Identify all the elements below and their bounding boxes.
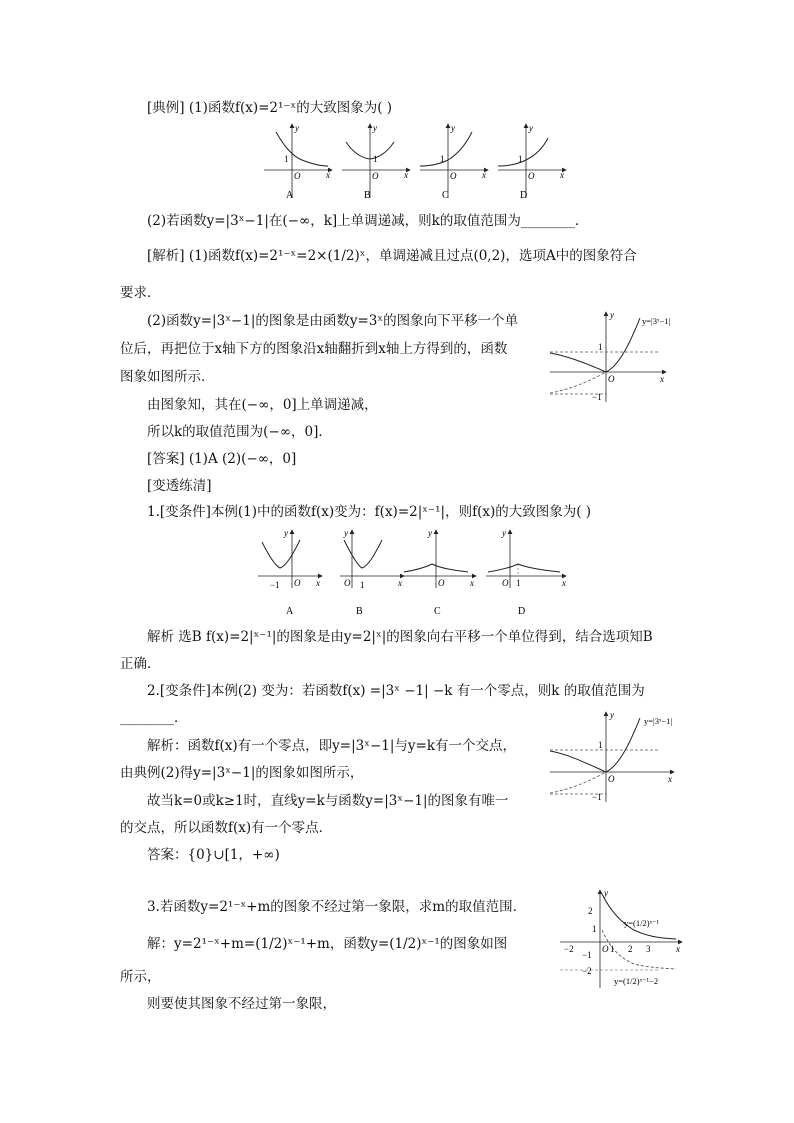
svg-text:1: 1	[440, 154, 445, 164]
svg-text:x: x	[470, 578, 474, 588]
practice-q2-analysis-1: 解析：函数f(x)有一个零点，即y=|3ˣ−1|与y=k有一个交点，	[147, 738, 517, 754]
practice-q2-line-2: ________．	[120, 710, 188, 726]
svg-text:x: x	[404, 170, 408, 180]
svg-text:1: 1	[598, 740, 603, 750]
option-d-label-2: D	[518, 606, 526, 617]
svg-text:y: y	[373, 123, 377, 133]
svg-text:2: 2	[628, 944, 633, 954]
option-a-graph	[264, 123, 332, 198]
option-a-graph-2	[258, 528, 322, 590]
practice-q1-analysis-2: 正确．	[120, 656, 161, 672]
option-c-graph-2	[402, 528, 476, 588]
svg-text:y: y	[295, 123, 299, 133]
practice-q3-solution-2: 所示，	[120, 969, 161, 985]
svg-text:O: O	[502, 578, 509, 588]
svg-text:O: O	[528, 171, 535, 181]
option-d-graph-2	[486, 528, 566, 588]
svg-text:−1: −1	[582, 950, 592, 960]
analysis-line-2: 要求．	[120, 285, 161, 301]
option-b-label: B	[364, 190, 371, 201]
svg-text:O: O	[608, 774, 615, 784]
svg-text:x: x	[562, 578, 566, 588]
practice-q2-line-1: 2.[变条件]本例(2) 变为：若函数f(x) =|3ˣ −1| −k 有一个零点，则k 的取值范围为	[147, 683, 645, 699]
option-b-graph	[342, 123, 410, 198]
option-c-graph	[420, 123, 488, 198]
practice-q2-answer: 答案：{0}∪[1，+∞)	[147, 847, 280, 863]
svg-text:x: x	[316, 578, 320, 588]
answer-line: [答案] (1)A (2)(−∞，0]	[147, 451, 297, 467]
svg-text:O: O	[438, 578, 445, 588]
option-d-label: D	[520, 190, 528, 201]
curve-label-3a: y=(1/2)ˣ⁻¹	[624, 918, 660, 928]
practice-q2-analysis-3: 故当k=0或k≥1时，直线y=k与函数y=|3ˣ−1|的图象有唯一	[147, 793, 509, 809]
svg-text:1: 1	[360, 580, 365, 590]
svg-text:O: O	[294, 171, 301, 181]
analysis-part2-line-3: 图象如图所示．	[120, 369, 215, 385]
curve-label-2: y=|3ˣ−1|	[644, 716, 673, 726]
svg-text:x: x	[560, 170, 564, 180]
options-figure-2-svg	[256, 528, 576, 620]
svg-text:y: y	[344, 528, 348, 538]
svg-text:O: O	[344, 578, 351, 588]
example-heading-line: [典例] (1)函数f(x)=2¹⁻ˣ的大致图象为( )	[147, 100, 393, 116]
svg-text:1: 1	[592, 924, 597, 934]
curve-label-1: y=|3ˣ−1|	[642, 316, 671, 326]
svg-text:1: 1	[598, 342, 603, 352]
svg-text:y: y	[284, 528, 288, 538]
option-a-label-2: A	[286, 606, 294, 617]
abs-exp-graph-2-svg	[548, 708, 688, 804]
svg-text:−1: −1	[592, 792, 602, 802]
practice-q3-line: 3.若函数y=2¹⁻ˣ+m的图象不经过第一象限，求m的取值范围．	[147, 899, 527, 915]
svg-text:1: 1	[284, 154, 289, 164]
analysis-line-1: [解析] (1)函数f(x)=2¹⁻ˣ=2×(1/2)ˣ，单调递减且过点(0,2)，选项A中的图象符合	[147, 248, 637, 264]
practice-q1-analysis-1: 解析 选B f(x)=2|ˣ⁻¹|的图象是由y=2|ˣ|的图象向右平移一个单位得到，结合选项知B	[147, 629, 653, 645]
svg-text:1: 1	[518, 154, 523, 164]
practice-q1-line: 1.[变条件]本例(1)中的函数f(x)变为：f(x)=2|ˣ⁻¹|，则f(x)的大致图象为( )	[147, 504, 592, 520]
practice-q2-analysis-4: 的交点，所以函数f(x)有一个零点．	[120, 820, 333, 836]
analysis-part2-line-2: 位后，再把位于x轴下方的图象沿x轴翻折到x轴上方得到的，函数	[120, 341, 508, 357]
svg-text:x: x	[660, 374, 664, 384]
practice-heading: [变透练清]	[147, 478, 212, 494]
svg-text:y: y	[529, 123, 533, 133]
svg-text:y: y	[610, 310, 614, 320]
svg-text:−2: −2	[564, 944, 574, 954]
svg-text:3: 3	[646, 944, 651, 954]
options-figure-2	[256, 528, 576, 620]
half-power-graph	[558, 886, 688, 990]
option-c-label-2: C	[434, 606, 441, 617]
svg-text:1: 1	[610, 944, 615, 954]
svg-text:−1: −1	[592, 392, 602, 402]
svg-text:x: x	[398, 578, 402, 588]
svg-text:2: 2	[588, 906, 593, 916]
svg-text:O: O	[602, 944, 609, 954]
option-b-label-2: B	[356, 606, 363, 617]
abs-exp-graph-2	[548, 708, 688, 804]
svg-text:O: O	[294, 578, 301, 588]
svg-text:y: y	[604, 888, 608, 898]
svg-text:x: x	[676, 944, 680, 954]
option-b-graph-2	[340, 528, 404, 590]
svg-text:O: O	[372, 171, 379, 181]
practice-q3-solution-1: 解：y=2¹⁻ˣ+m=(1/2)ˣ⁻¹+m，函数y=(1/2)ˣ⁻¹的图象如图	[147, 936, 508, 952]
abs-exp-graph-1	[548, 308, 686, 404]
svg-text:1: 1	[373, 154, 378, 164]
option-a-label: A	[286, 190, 294, 201]
svg-text:y: y	[610, 710, 614, 720]
conclusion-line-1: 由图象知，其在(−∞，0]上单调递减，	[147, 397, 378, 413]
svg-text:−1: −1	[270, 580, 280, 590]
svg-text:x: x	[668, 774, 672, 784]
svg-text:1: 1	[516, 578, 521, 588]
svg-text:y: y	[428, 528, 432, 538]
question-2-line: (2)若函数y=|3ˣ−1|在(−∞，k]上单调递减，则k的取值范围为________．	[147, 213, 589, 229]
conclusion-line-2: 所以k的取值范围为(−∞，0]．	[147, 424, 332, 440]
svg-text:−2: −2	[582, 966, 592, 976]
options-figure-1	[262, 122, 602, 204]
svg-text:x: x	[482, 170, 486, 180]
option-c-label: C	[442, 190, 449, 201]
abs-exp-graph-1-svg	[548, 308, 686, 404]
half-power-graph-svg	[558, 886, 688, 990]
svg-text:y: y	[451, 123, 455, 133]
svg-text:y: y	[502, 528, 506, 538]
svg-text:O: O	[608, 374, 615, 384]
svg-text:O: O	[450, 171, 457, 181]
curve-label-3b: y=(1/2)ˣ⁻¹−2	[614, 976, 659, 986]
practice-q3-solution-3: 则要使其图象不经过第一象限，	[147, 996, 336, 1012]
practice-q2-analysis-2: 由典例(2)得y=|3ˣ−1|的图象如图所示，	[120, 765, 364, 781]
option-d-graph	[498, 123, 566, 198]
analysis-part2-line-1: (2)函数y=|3ˣ−1|的图象是由函数y=3ˣ的图象向下平移一个单	[147, 313, 519, 329]
svg-text:x: x	[326, 170, 330, 180]
options-figure-1-svg	[262, 122, 602, 204]
